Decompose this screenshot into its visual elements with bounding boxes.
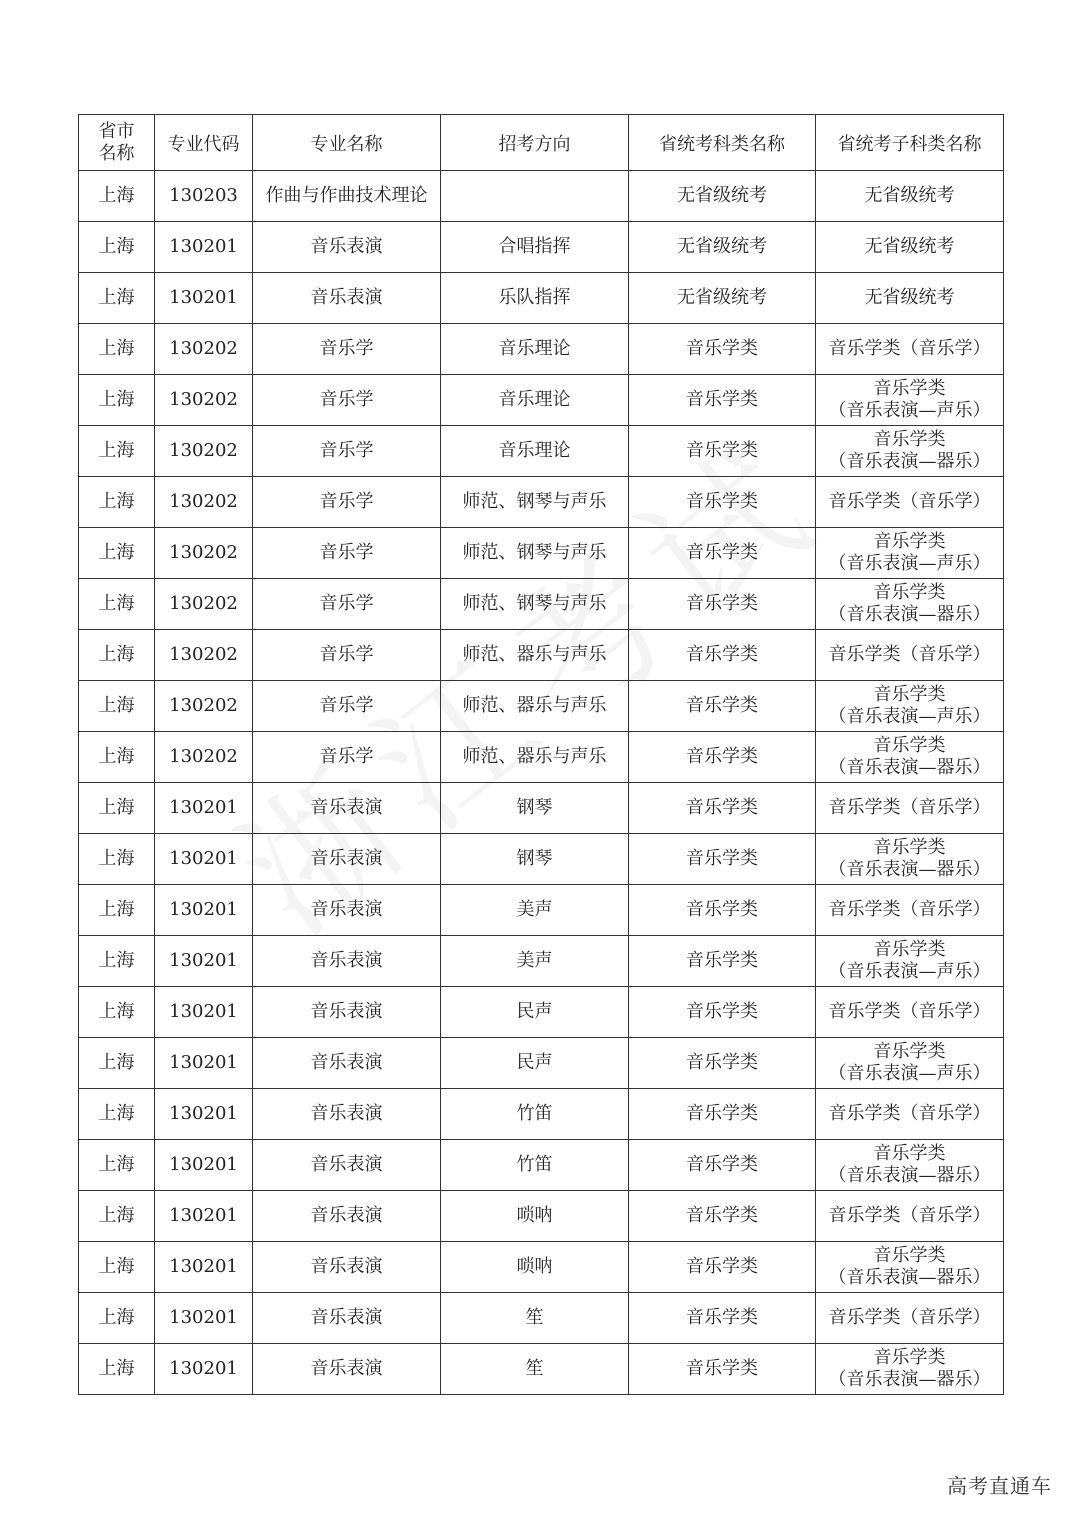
- subcategory-line2: （音乐表演—器乐）: [828, 1267, 991, 1288]
- cell-exam-category: 音乐学类: [629, 681, 816, 732]
- cell-major-code: 130201: [155, 1293, 253, 1344]
- subcategory-line1: 音乐学类（音乐学）: [828, 491, 991, 512]
- cell-exam-subcategory: [816, 426, 1004, 477]
- table-row: [79, 987, 1004, 1038]
- cell-province: 上海: [79, 987, 155, 1038]
- cell-province: 上海: [79, 681, 155, 732]
- subcategory-line1: 音乐学类: [873, 1041, 946, 1062]
- cell-direction: 师范、器乐与声乐: [441, 630, 629, 681]
- cell-exam-subcategory: [816, 1089, 1004, 1140]
- cell-exam-category: 音乐学类: [629, 936, 816, 987]
- subcategory-line1: 音乐学类（音乐学）: [828, 1001, 991, 1022]
- cell-province: 上海: [79, 1293, 155, 1344]
- table-row: [79, 426, 1004, 477]
- subcategory-line1: 音乐学类（音乐学）: [828, 899, 991, 920]
- cell-direction: 竹笛: [441, 1140, 629, 1191]
- subcategory-line2: （音乐表演—器乐）: [828, 1165, 991, 1186]
- header-major-name: 专业名称: [253, 115, 441, 171]
- cell-exam-subcategory: [816, 1038, 1004, 1089]
- cell-exam-category: 音乐学类: [629, 1344, 816, 1395]
- table-row: [79, 1038, 1004, 1089]
- footer-brand-text: 高考直通车: [947, 1474, 1052, 1498]
- subcategory-line1: 音乐学类: [873, 939, 946, 960]
- subcategory-line1: 音乐学类（音乐学）: [828, 1307, 991, 1328]
- cell-major-code: 130201: [155, 783, 253, 834]
- table-row: [79, 1344, 1004, 1395]
- subcategory-line1: 音乐学类: [873, 582, 946, 603]
- cell-exam-subcategory: [816, 783, 1004, 834]
- cell-major-name: 音乐表演: [253, 1089, 441, 1140]
- cell-province: 上海: [79, 1242, 155, 1293]
- cell-major-name: 音乐表演: [253, 783, 441, 834]
- cell-major-name: 音乐学: [253, 426, 441, 477]
- cell-major-code: 130201: [155, 885, 253, 936]
- cell-direction: 美声: [441, 885, 629, 936]
- cell-province: 上海: [79, 783, 155, 834]
- cell-direction: [441, 171, 629, 222]
- cell-direction: 竹笛: [441, 1089, 629, 1140]
- cell-exam-category: 音乐学类: [629, 1140, 816, 1191]
- table-row: [79, 885, 1004, 936]
- subcategory-line1: 无省级统考: [864, 287, 955, 308]
- subcategory-line1: 无省级统考: [864, 185, 955, 206]
- cell-exam-subcategory: [816, 375, 1004, 426]
- subcategory-line1: 音乐学类: [873, 1347, 946, 1368]
- cell-major-code: 130201: [155, 834, 253, 885]
- subcategory-line1: 音乐学类: [873, 1143, 946, 1164]
- cell-exam-subcategory: [816, 222, 1004, 273]
- subcategory-line1: 无省级统考: [864, 236, 955, 257]
- cell-exam-category: 音乐学类: [629, 528, 816, 579]
- cell-major-code: 130202: [155, 681, 253, 732]
- cell-major-name: 音乐表演: [253, 885, 441, 936]
- header-exam-category: 省统考科类名称: [629, 115, 816, 171]
- cell-major-name: 音乐表演: [253, 222, 441, 273]
- subcategory-line1: 音乐学类（音乐学）: [828, 1205, 991, 1226]
- table-row: [79, 630, 1004, 681]
- cell-direction: 笙: [441, 1344, 629, 1395]
- cell-exam-subcategory: [816, 171, 1004, 222]
- cell-exam-subcategory: [816, 834, 1004, 885]
- cell-exam-subcategory: [816, 681, 1004, 732]
- cell-exam-category: 音乐学类: [629, 834, 816, 885]
- subcategory-line1: 音乐学类（音乐学）: [828, 797, 991, 818]
- cell-major-code: 130201: [155, 936, 253, 987]
- cell-major-name: 音乐表演: [253, 1140, 441, 1191]
- cell-major-name: 音乐学: [253, 579, 441, 630]
- subcategory-line1: 音乐学类（音乐学）: [828, 644, 991, 665]
- cell-exam-category: 音乐学类: [629, 630, 816, 681]
- table-row: [79, 732, 1004, 783]
- header-row: [79, 115, 1004, 171]
- header-province-line1: 省市: [98, 120, 135, 142]
- table-row: [79, 1089, 1004, 1140]
- subcategory-line2: （音乐表演—声乐）: [828, 400, 991, 421]
- cell-exam-category: 音乐学类: [629, 1089, 816, 1140]
- cell-exam-category: 音乐学类: [629, 732, 816, 783]
- table-row: [79, 936, 1004, 987]
- subcategory-line1: 音乐学类: [873, 378, 946, 399]
- cell-exam-category: 音乐学类: [629, 477, 816, 528]
- subcategory-line1: 音乐学类: [873, 735, 946, 756]
- cell-major-code: 130202: [155, 732, 253, 783]
- cell-exam-subcategory: [816, 1140, 1004, 1191]
- cell-exam-subcategory: [816, 1242, 1004, 1293]
- cell-province: 上海: [79, 1038, 155, 1089]
- subcategory-line2: （音乐表演—器乐）: [828, 859, 991, 880]
- cell-direction: 师范、钢琴与声乐: [441, 528, 629, 579]
- cell-province: 上海: [79, 885, 155, 936]
- cell-major-code: 130202: [155, 324, 253, 375]
- cell-exam-subcategory: [816, 936, 1004, 987]
- cell-exam-category: 音乐学类: [629, 783, 816, 834]
- cell-province: 上海: [79, 732, 155, 783]
- cell-exam-subcategory: [816, 324, 1004, 375]
- cell-province: 上海: [79, 1344, 155, 1395]
- cell-major-name: 音乐学: [253, 324, 441, 375]
- cell-major-code: 130201: [155, 1242, 253, 1293]
- cell-major-name: 音乐表演: [253, 1293, 441, 1344]
- cell-direction: 合唱指挥: [441, 222, 629, 273]
- cell-major-code: 130202: [155, 426, 253, 477]
- cell-major-name: 音乐表演: [253, 987, 441, 1038]
- cell-exam-category: 音乐学类: [629, 987, 816, 1038]
- cell-major-name: 音乐表演: [253, 1038, 441, 1089]
- subcategory-line2: （音乐表演—器乐）: [828, 604, 991, 625]
- cell-exam-subcategory: [816, 732, 1004, 783]
- table-row: [79, 171, 1004, 222]
- cell-exam-subcategory: [816, 477, 1004, 528]
- cell-major-name: 音乐表演: [253, 1191, 441, 1242]
- cell-major-code: 130201: [155, 1038, 253, 1089]
- cell-major-code: 130202: [155, 630, 253, 681]
- cell-major-code: 130201: [155, 1344, 253, 1395]
- table-row: [79, 1191, 1004, 1242]
- cell-direction: 师范、器乐与声乐: [441, 732, 629, 783]
- cell-direction: 民声: [441, 1038, 629, 1089]
- header-direction: 招考方向: [441, 115, 629, 171]
- cell-province: 上海: [79, 426, 155, 477]
- cell-exam-category: 无省级统考: [629, 273, 816, 324]
- cell-exam-subcategory: [816, 1293, 1004, 1344]
- cell-exam-category: 无省级统考: [629, 222, 816, 273]
- subcategory-line2: （音乐表演—声乐）: [828, 706, 991, 727]
- cell-exam-subcategory: [816, 579, 1004, 630]
- subcategory-line1: 音乐学类（音乐学）: [828, 338, 991, 359]
- table-row: [79, 375, 1004, 426]
- cell-major-name: 音乐表演: [253, 834, 441, 885]
- cell-province: 上海: [79, 1089, 155, 1140]
- table-row: [79, 222, 1004, 273]
- cell-major-code: 130201: [155, 1089, 253, 1140]
- subcategory-line2: （音乐表演—器乐）: [828, 1369, 991, 1390]
- header-province-line2: 名称: [98, 142, 135, 164]
- table-row: [79, 1242, 1004, 1293]
- subcategory-line2: （音乐表演—声乐）: [828, 961, 991, 982]
- cell-major-code: 130201: [155, 273, 253, 324]
- cell-province: 上海: [79, 375, 155, 426]
- cell-exam-subcategory: [816, 885, 1004, 936]
- cell-major-code: 130202: [155, 528, 253, 579]
- subcategory-line1: 音乐学类: [873, 1245, 946, 1266]
- cell-direction: 钢琴: [441, 783, 629, 834]
- subcategory-line1: 音乐学类: [873, 837, 946, 858]
- table-row: [79, 528, 1004, 579]
- cell-direction: 笙: [441, 1293, 629, 1344]
- cell-direction: 美声: [441, 936, 629, 987]
- cell-direction: 乐队指挥: [441, 273, 629, 324]
- cell-major-name: 音乐学: [253, 681, 441, 732]
- cell-province: 上海: [79, 630, 155, 681]
- cell-major-name: 音乐学: [253, 528, 441, 579]
- cell-exam-subcategory: [816, 1191, 1004, 1242]
- table-body: [79, 171, 1004, 1395]
- cell-major-name: 音乐表演: [253, 273, 441, 324]
- cell-major-code: 130201: [155, 1191, 253, 1242]
- cell-exam-category: 音乐学类: [629, 885, 816, 936]
- cell-major-name: 音乐表演: [253, 1242, 441, 1293]
- cell-direction: 师范、钢琴与声乐: [441, 579, 629, 630]
- cell-province: 上海: [79, 1140, 155, 1191]
- table-row: [79, 834, 1004, 885]
- table-row: [79, 273, 1004, 324]
- cell-major-name: 音乐表演: [253, 1344, 441, 1395]
- subcategory-line1: 音乐学类（音乐学）: [828, 1103, 991, 1124]
- table-header: [79, 115, 1004, 171]
- cell-direction: 音乐理论: [441, 324, 629, 375]
- table-row: [79, 783, 1004, 834]
- cell-exam-category: 音乐学类: [629, 1293, 816, 1344]
- cell-exam-category: 音乐学类: [629, 1242, 816, 1293]
- cell-exam-category: 无省级统考: [629, 171, 816, 222]
- cell-province: 上海: [79, 477, 155, 528]
- cell-major-name: 作曲与作曲技术理论: [253, 171, 441, 222]
- subcategory-line1: 音乐学类: [873, 684, 946, 705]
- cell-exam-category: 音乐学类: [629, 375, 816, 426]
- cell-exam-subcategory: [816, 273, 1004, 324]
- cell-exam-category: 音乐学类: [629, 1038, 816, 1089]
- cell-direction: 唢呐: [441, 1242, 629, 1293]
- cell-exam-subcategory: [816, 630, 1004, 681]
- subcategory-line2: （音乐表演—器乐）: [828, 757, 991, 778]
- header-major-code: 专业代码: [155, 115, 253, 171]
- subcategory-line2: （音乐表演—声乐）: [828, 1063, 991, 1084]
- table-row: [79, 681, 1004, 732]
- cell-major-code: 130201: [155, 222, 253, 273]
- subcategory-line2: （音乐表演—声乐）: [828, 553, 991, 574]
- cell-province: 上海: [79, 936, 155, 987]
- table-row: [79, 1140, 1004, 1191]
- cell-exam-category: 音乐学类: [629, 426, 816, 477]
- cell-major-code: 130202: [155, 477, 253, 528]
- cell-major-code: 130201: [155, 1140, 253, 1191]
- cell-major-code: 130202: [155, 375, 253, 426]
- cell-province: 上海: [79, 171, 155, 222]
- cell-direction: 民声: [441, 987, 629, 1038]
- table-row: [79, 1293, 1004, 1344]
- cell-direction: 唢呐: [441, 1191, 629, 1242]
- cell-province: 上海: [79, 324, 155, 375]
- cell-exam-subcategory: [816, 987, 1004, 1038]
- cell-direction: 音乐理论: [441, 426, 629, 477]
- subcategory-line2: （音乐表演—器乐）: [828, 451, 991, 472]
- header-province: [79, 115, 155, 171]
- cell-province: 上海: [79, 1191, 155, 1242]
- cell-major-name: 音乐学: [253, 375, 441, 426]
- cell-major-name: 音乐表演: [253, 936, 441, 987]
- subcategory-line1: 音乐学类: [873, 429, 946, 450]
- cell-direction: 钢琴: [441, 834, 629, 885]
- cell-exam-subcategory: [816, 528, 1004, 579]
- header-exam-subcategory: 省统考子科类名称: [816, 115, 1004, 171]
- cell-province: 上海: [79, 528, 155, 579]
- cell-province: 上海: [79, 222, 155, 273]
- table-row: [79, 324, 1004, 375]
- cell-major-name: 音乐学: [253, 630, 441, 681]
- cell-direction: 师范、钢琴与声乐: [441, 477, 629, 528]
- cell-major-code: 130202: [155, 579, 253, 630]
- cell-direction: 音乐理论: [441, 375, 629, 426]
- cell-province: 上海: [79, 273, 155, 324]
- cell-province: 上海: [79, 834, 155, 885]
- cell-major-name: 音乐学: [253, 732, 441, 783]
- cell-major-code: 130201: [155, 987, 253, 1038]
- subcategory-line1: 音乐学类: [873, 531, 946, 552]
- cell-major-name: 音乐学: [253, 477, 441, 528]
- cell-direction: 师范、器乐与声乐: [441, 681, 629, 732]
- cell-major-code: 130203: [155, 171, 253, 222]
- cell-province: 上海: [79, 579, 155, 630]
- admission-subject-table: [78, 114, 1004, 1395]
- cell-exam-category: 音乐学类: [629, 1191, 816, 1242]
- cell-exam-subcategory: [816, 1344, 1004, 1395]
- cell-exam-category: 音乐学类: [629, 579, 816, 630]
- table-row: [79, 579, 1004, 630]
- cell-exam-category: 音乐学类: [629, 324, 816, 375]
- table-row: [79, 477, 1004, 528]
